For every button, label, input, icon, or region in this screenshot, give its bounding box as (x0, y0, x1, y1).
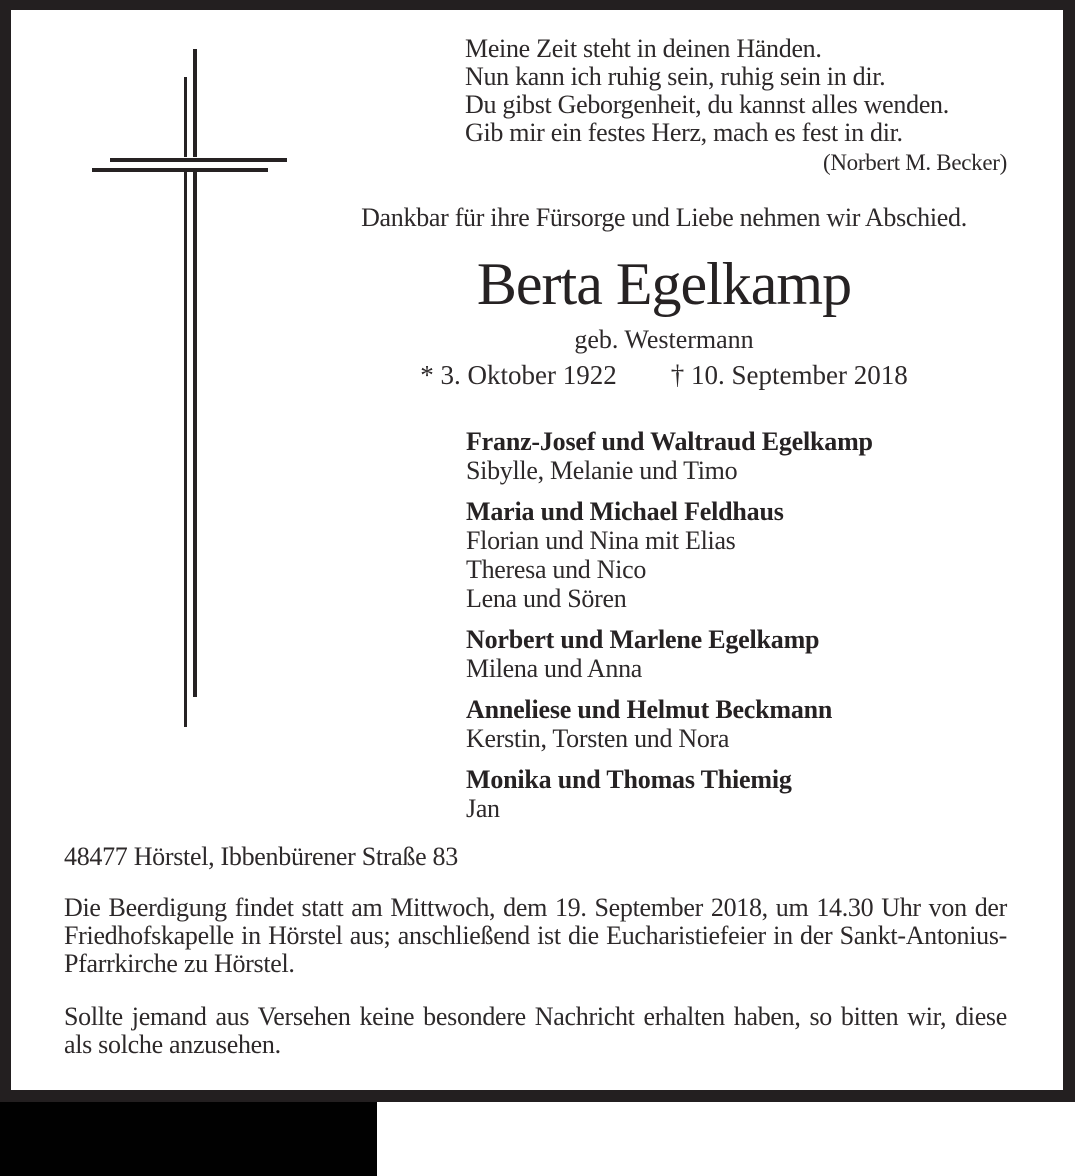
mourner-group (466, 695, 1006, 753)
poem-line: Nun kann ich ruhig sein, ruhig sein in dir. (465, 62, 886, 91)
mourner-sub: Kerstin, Torsten und Nora (466, 724, 730, 753)
cross-icon-bar (184, 172, 187, 727)
mourner-head: Maria und Michael Feldhaus (466, 497, 784, 526)
mourner-head: Norbert und Marlene Egelkamp (466, 625, 820, 654)
farewell-line: Dankbar für ihre Fürsorge und Liebe nehmen wir Abschied. (361, 203, 967, 232)
home-address: 48477 Hörstel, Ibbenbürener Straße 83 (64, 842, 458, 871)
poem-line: Du gibst Geborgenheit, du kannst alles wenden. (465, 90, 949, 119)
death-date: † 10. September 2018 (670, 360, 908, 390)
poem-line: Gib mir ein festes Herz, mach es fest in dir. (465, 118, 903, 147)
redaction-block (0, 1102, 377, 1176)
cross-icon-bar (193, 49, 197, 157)
mourner-sub: Lena und Sören (466, 584, 627, 613)
mourner-head: Anneliese und Helmut Beckmann (466, 695, 833, 724)
mourner-group (466, 427, 1006, 485)
poem-line: Meine Zeit steht in deinen Händen. (465, 34, 822, 63)
cross-icon-bar (92, 168, 268, 172)
poem-author: (Norbert M. Becker) (823, 150, 1007, 175)
birth-date: * 3. Oktober 1922 (420, 360, 617, 390)
mourner-sub: Sibylle, Melanie und Timo (466, 456, 738, 485)
funeral-info: Die Beerdigung findet statt am Mittwoch, dem 19. September 2018, um 14.30 Uhr von der Friedhofskapelle in Hörstel aus; anschließend ist die Eucharistiefeier in der Sankt-Antonius-Pfarrkirche zu Hörstel. (64, 893, 1007, 978)
mourner-sub: Milena und Anna (466, 654, 643, 683)
deceased-name: Berta Egelkamp (476, 251, 852, 317)
maiden-name: geb. Westermann (574, 325, 754, 354)
mourner-group (466, 765, 1006, 823)
mourner-sub: Jan (466, 794, 500, 823)
mourner-head: Franz-Josef und Waltraud Egelkamp (466, 427, 873, 456)
mourners-list (466, 427, 1006, 835)
cross-icon-bar (110, 158, 287, 162)
cross-icon-bar (184, 77, 187, 157)
mourner-group (466, 625, 1006, 683)
mourner-sub: Theresa und Nico (466, 555, 647, 584)
mourner-sub: Florian und Nina mit Elias (466, 526, 736, 555)
mourner-head: Monika und Thomas Thiemig (466, 765, 792, 794)
cross-icon-bar (193, 172, 197, 697)
life-dates (320, 361, 1008, 390)
mourner-group (466, 497, 1006, 613)
poem (465, 35, 1007, 177)
notification-note: Sollte jemand aus Versehen keine besondere Nachricht erhalten haben, so bitten wir, diese als solche anzusehen. (64, 1002, 1007, 1059)
